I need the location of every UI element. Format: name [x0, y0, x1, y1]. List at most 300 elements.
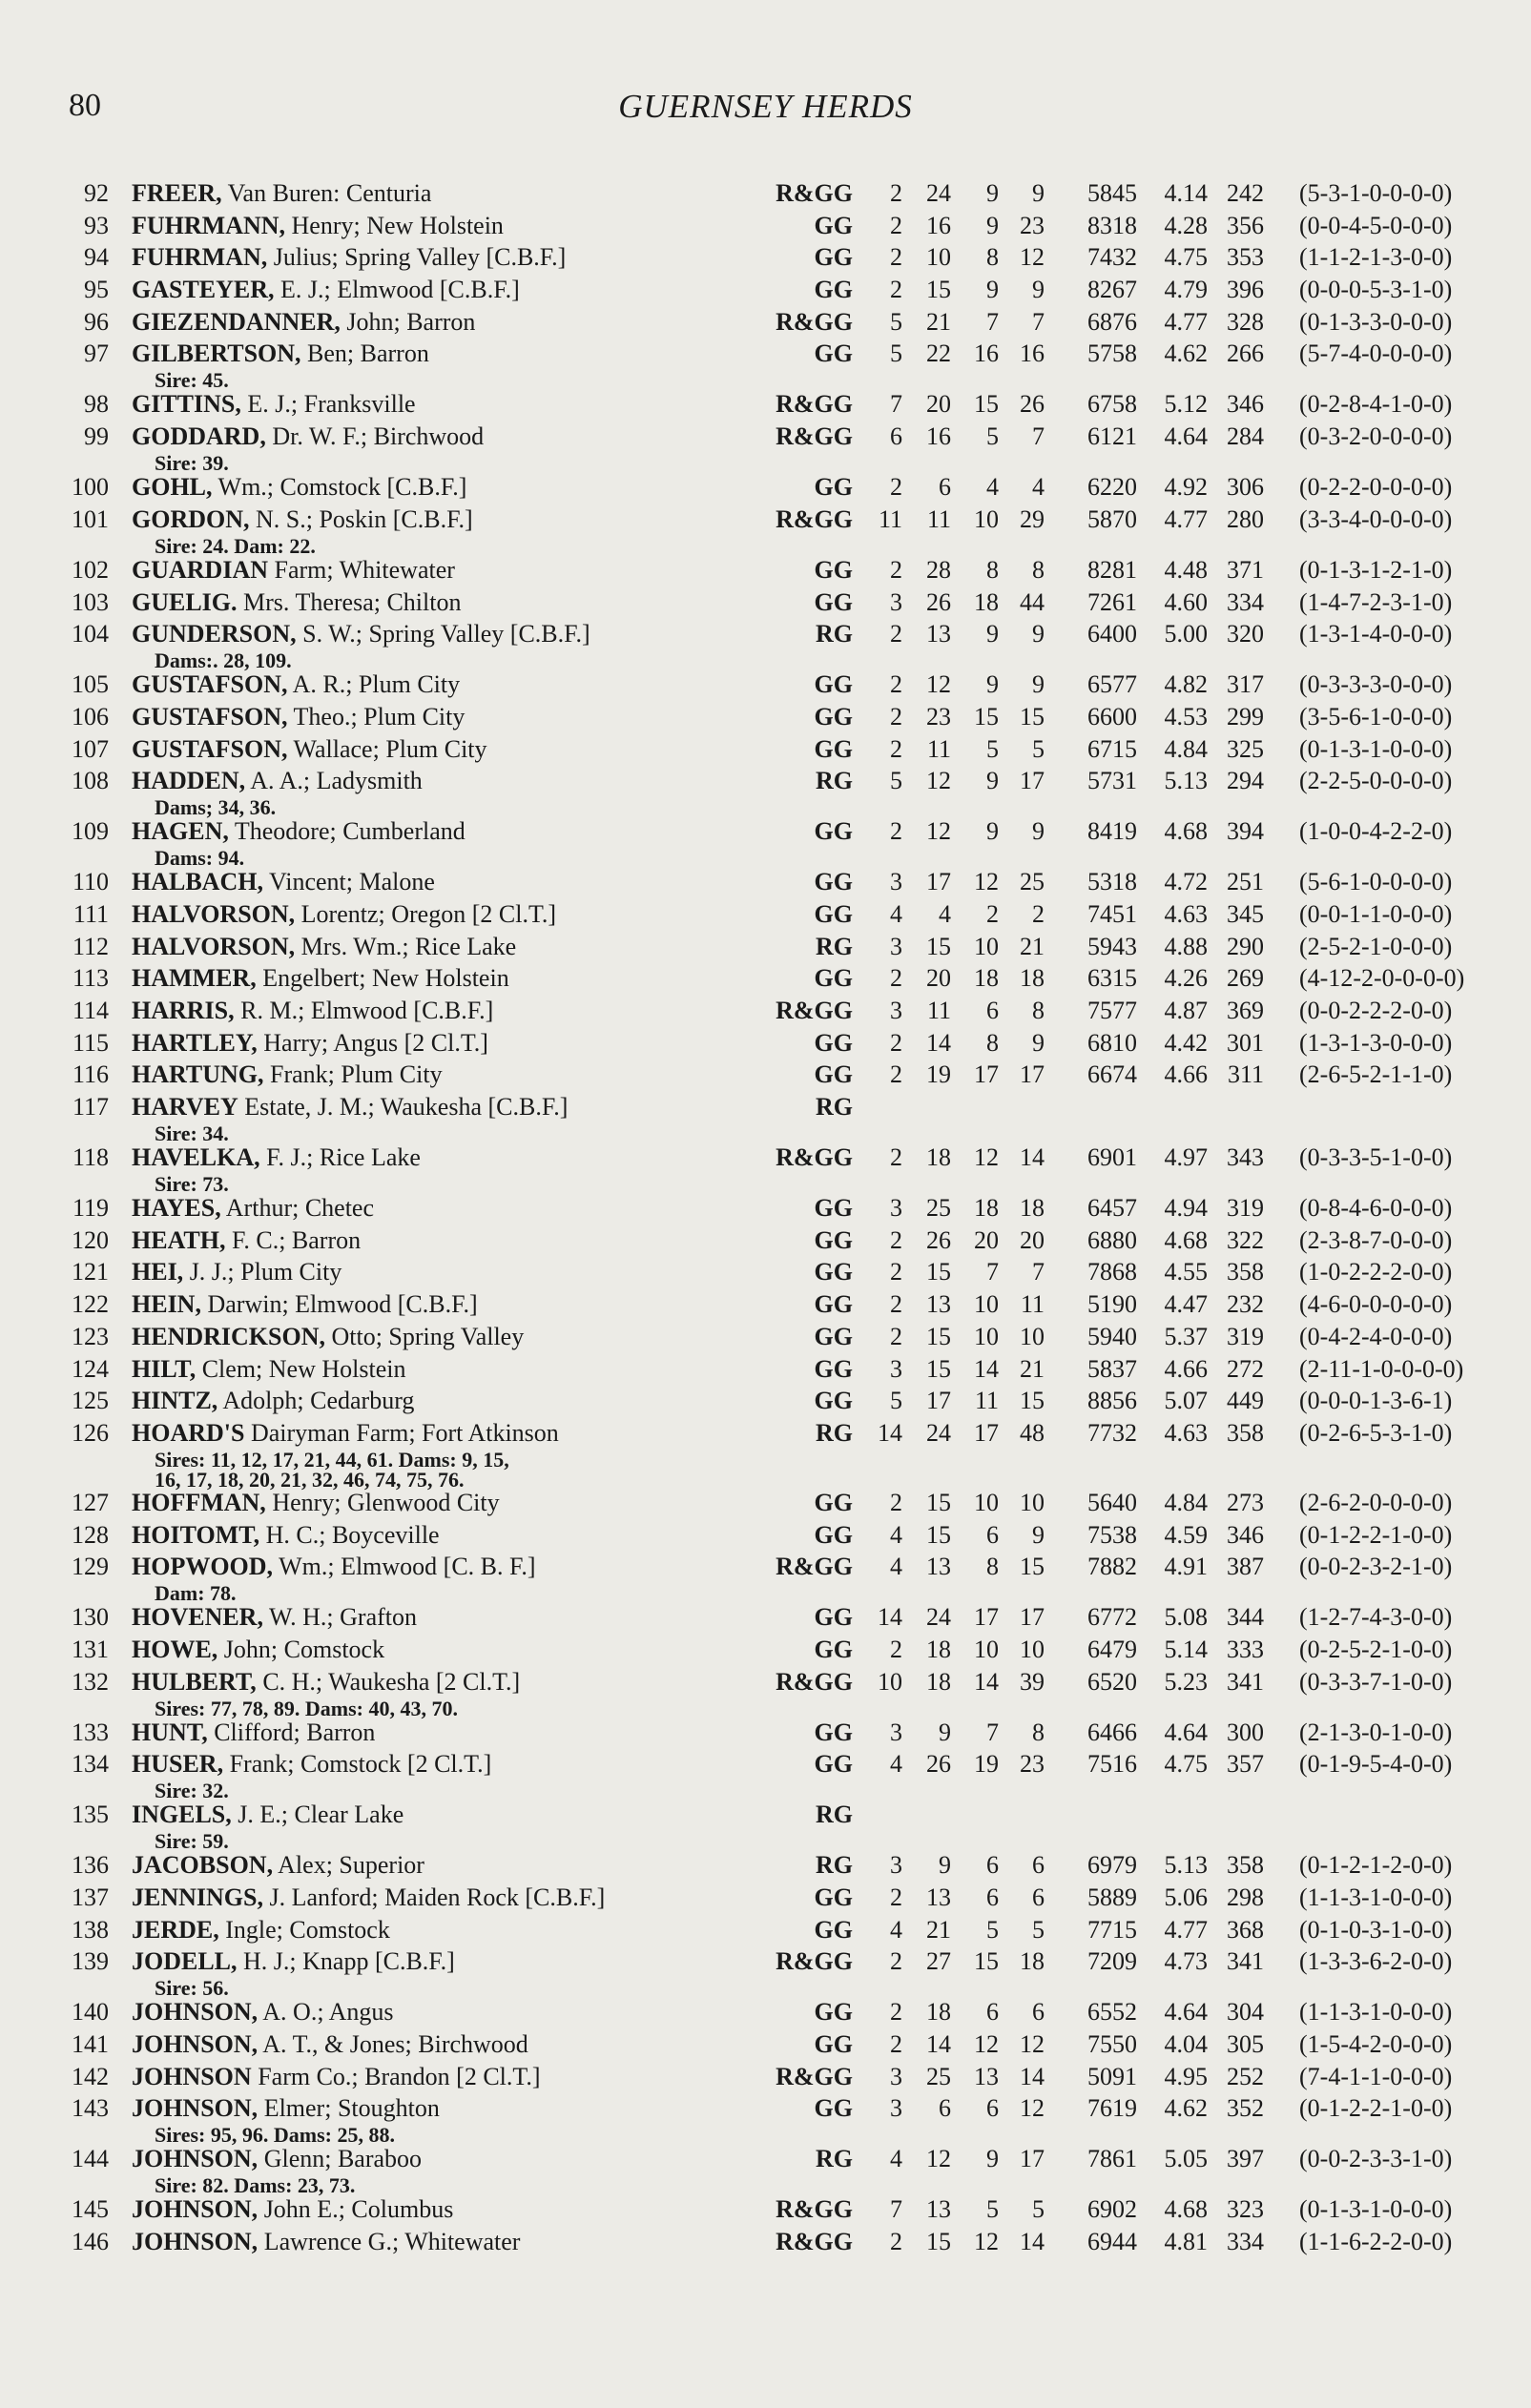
milk-lbs: 7715 — [1087, 1915, 1137, 1944]
herd-entry-line — [0, 735, 1531, 768]
milk-lbs: 5640 — [1087, 1488, 1137, 1516]
records-count: 15 — [1020, 702, 1045, 731]
breeder-surname: HENDRICKSON, — [132, 1322, 325, 1350]
breeder-surname: FUHRMAN, — [132, 243, 268, 272]
herd-entry-line — [0, 2145, 1531, 2177]
breeder-details: A. R.; Plum City — [292, 670, 461, 699]
records-count: 25 — [1020, 868, 1045, 896]
herd-entry — [0, 2030, 1531, 2063]
cows-in-herd: 12 — [926, 2145, 951, 2173]
cows-with-records: 10 — [974, 504, 999, 533]
sire-dam-note: Sire: 73. — [155, 1172, 229, 1197]
breeder-details: Vincent; Malone — [269, 868, 435, 896]
breeder-name — [132, 1998, 394, 2027]
cows-with-records: 13 — [974, 2062, 999, 2090]
milk-lbs: 6220 — [1087, 473, 1137, 502]
registration-class: R&GG — [776, 307, 853, 336]
breeder-details: Theo.; Plum City — [293, 702, 466, 731]
records-count: 9 — [1032, 276, 1045, 304]
fat-percent: 4.75 — [1164, 243, 1208, 272]
fat-lbs: 449 — [1227, 1387, 1264, 1415]
herd-entry — [0, 1719, 1531, 1751]
fat-percent: 4.88 — [1164, 932, 1208, 960]
fat-lbs: 387 — [1227, 1553, 1264, 1581]
breeder-surname: HOFFMAN, — [132, 1488, 266, 1516]
herd-entry — [0, 670, 1531, 703]
years-tested: 2 — [890, 179, 902, 207]
cows-in-herd: 9 — [939, 1851, 951, 1880]
cows-in-herd: 13 — [926, 1553, 951, 1581]
fat-lbs: 325 — [1227, 734, 1264, 763]
cows-with-records: 18 — [974, 1194, 999, 1223]
cows-in-herd: 15 — [926, 1258, 951, 1286]
entry-number: 133 — [72, 1718, 109, 1746]
herd-entry-line — [0, 1719, 1531, 1751]
production-distribution: (0-3-3-3-0-0-0) — [1299, 670, 1453, 699]
fat-lbs: 323 — [1227, 2195, 1264, 2224]
herd-entry-line — [0, 1290, 1531, 1323]
herd-entry — [0, 964, 1531, 997]
fat-lbs: 284 — [1227, 422, 1264, 451]
cows-in-herd: 14 — [926, 1028, 951, 1057]
years-tested: 3 — [890, 868, 902, 896]
herd-entry-line — [0, 997, 1531, 1029]
milk-lbs: 6121 — [1087, 422, 1137, 451]
cows-in-herd: 12 — [926, 767, 951, 795]
breeder-surname: GUELIG. — [132, 587, 238, 616]
records-count: 23 — [1020, 1750, 1045, 1779]
breeder-name — [132, 1060, 443, 1089]
breeder-surname: GUNDERSON, — [132, 620, 297, 648]
cows-in-herd: 15 — [926, 1322, 951, 1350]
breeder-details: Henry; New Holstein — [291, 211, 504, 239]
registration-class: R&GG — [776, 179, 853, 207]
records-count: 8 — [1032, 1718, 1045, 1746]
cows-in-herd: 15 — [926, 276, 951, 304]
milk-lbs: 6758 — [1087, 390, 1137, 419]
records-count: 8 — [1032, 997, 1045, 1024]
herd-entry-line — [0, 868, 1531, 900]
fat-percent: 4.68 — [1164, 2195, 1208, 2224]
production-distribution: (0-2-2-0-0-0-0) — [1299, 473, 1453, 502]
breeder-details: Engelbert; New Holstein — [262, 964, 509, 993]
production-distribution: (0-1-3-1-0-0-0) — [1299, 734, 1453, 763]
cows-with-records: 12 — [974, 1143, 999, 1172]
years-tested: 2 — [890, 1322, 902, 1350]
herd-entry-line — [0, 1750, 1531, 1782]
fat-lbs: 346 — [1227, 1520, 1264, 1549]
registration-class: GG — [814, 702, 853, 731]
entry-number: 112 — [72, 932, 109, 960]
records-count: 6 — [1032, 1851, 1045, 1880]
years-tested: 3 — [890, 997, 902, 1024]
fat-percent: 4.94 — [1164, 1194, 1208, 1223]
breeder-name — [132, 422, 484, 451]
records-count: 10 — [1020, 1322, 1045, 1350]
breeder-name — [132, 1489, 500, 1517]
milk-lbs: 6810 — [1087, 1028, 1137, 1057]
breeder-surname: GUSTAFSON, — [132, 702, 288, 731]
production-distribution: (0-1-2-2-1-0-0) — [1299, 1520, 1453, 1549]
fat-percent: 4.55 — [1164, 1258, 1208, 1286]
breeder-details: Dairyman Farm; Fort Atkinson — [250, 1418, 559, 1447]
records-count: 18 — [1020, 964, 1045, 993]
records-count: 8 — [1032, 555, 1045, 584]
breeder-name — [132, 1947, 455, 1976]
herd-entry-line — [0, 1093, 1531, 1125]
fat-lbs: 319 — [1227, 1194, 1264, 1223]
entry-number: 138 — [72, 1915, 109, 1944]
registration-class: R&GG — [776, 2062, 853, 2090]
sire-dam-note: Dams; 34, 36. — [155, 795, 277, 820]
fat-percent: 5.13 — [1164, 767, 1208, 795]
breeder-details: Wallace; Plum City — [293, 734, 487, 763]
herd-entry-line — [0, 505, 1531, 538]
cows-with-records: 12 — [974, 2228, 999, 2256]
milk-lbs: 5940 — [1087, 1322, 1137, 1350]
sire-dam-note: Sire: 56. — [155, 1976, 229, 2001]
production-distribution: (1-3-3-6-2-0-0) — [1299, 1947, 1453, 1976]
breeder-surname: GOHL, — [132, 473, 213, 502]
herd-entry — [0, 1801, 1531, 1854]
registration-class: R&GG — [776, 2195, 853, 2224]
records-count: 10 — [1020, 1488, 1045, 1516]
herd-entry-line — [0, 243, 1531, 276]
years-tested: 3 — [890, 1354, 902, 1383]
milk-lbs: 7619 — [1087, 2094, 1137, 2123]
breeder-surname: JOHNSON, — [132, 2094, 259, 2123]
production-distribution: (0-1-3-1-2-1-0) — [1299, 555, 1453, 584]
registration-class: GG — [814, 1635, 853, 1663]
herd-entry-line — [0, 340, 1531, 372]
milk-lbs: 6715 — [1087, 734, 1137, 763]
registration-class: GG — [814, 1883, 853, 1911]
breeder-surname: HALVORSON, — [132, 899, 296, 928]
registration-class: RG — [816, 1851, 853, 1880]
cows-in-herd: 27 — [926, 1947, 951, 1976]
entry-number: 107 — [72, 734, 109, 763]
breeder-surname: GASTEYER, — [132, 276, 275, 304]
breeder-surname: GIEZENDANNER, — [132, 307, 341, 336]
production-distribution: (0-0-4-5-0-0-0) — [1299, 211, 1453, 239]
fat-lbs: 356 — [1227, 211, 1264, 239]
cows-in-herd: 26 — [926, 1750, 951, 1779]
years-tested: 2 — [890, 1258, 902, 1286]
entry-number: 97 — [84, 340, 109, 368]
herd-entry — [0, 1521, 1531, 1554]
records-count: 9 — [1032, 620, 1045, 648]
records-count: 4 — [1032, 473, 1045, 502]
entry-number: 141 — [72, 2030, 109, 2059]
herd-entry-line — [0, 900, 1531, 933]
breeder-details: H. C.; Boyceville — [265, 1520, 440, 1549]
herd-entry — [0, 620, 1531, 673]
cows-in-herd: 26 — [926, 587, 951, 616]
production-distribution: (0-1-2-1-2-0-0) — [1299, 1851, 1453, 1880]
cows-with-records: 14 — [974, 1667, 999, 1696]
cows-in-herd: 11 — [926, 504, 951, 533]
fat-lbs: 346 — [1227, 390, 1264, 419]
fat-percent: 4.66 — [1164, 1354, 1208, 1383]
herd-entry-line — [0, 670, 1531, 703]
milk-lbs: 7550 — [1087, 2030, 1137, 2059]
herd-entry — [0, 703, 1531, 735]
herd-entry — [0, 2063, 1531, 2095]
herd-entry — [0, 2195, 1531, 2228]
breeder-details: S. W.; Spring Valley [C.B.F.] — [302, 620, 590, 648]
milk-lbs: 6457 — [1087, 1194, 1137, 1223]
registration-class: GG — [814, 1387, 853, 1415]
fat-percent: 4.97 — [1164, 1143, 1208, 1172]
herd-entry — [0, 933, 1531, 965]
milk-lbs: 5091 — [1087, 2062, 1137, 2090]
breeder-details: C. H.; Waukesha [2 Cl.T.] — [262, 1667, 521, 1696]
records-count: 21 — [1020, 932, 1045, 960]
herd-entry-line — [0, 1998, 1531, 2030]
breeder-name — [132, 243, 566, 272]
records-count: 21 — [1020, 1354, 1045, 1383]
entry-number: 128 — [72, 1520, 109, 1549]
cows-with-records: 9 — [986, 179, 999, 207]
production-distribution: (1-4-7-2-3-1-0) — [1299, 587, 1453, 616]
breeder-name — [132, 1290, 478, 1319]
years-tested: 2 — [890, 1290, 902, 1319]
breeder-surname: HAGEN, — [132, 817, 229, 846]
fat-lbs: 305 — [1227, 2030, 1264, 2059]
breeder-surname: GILBERTSON, — [132, 340, 301, 368]
fat-lbs: 328 — [1227, 307, 1264, 336]
registration-class: R&GG — [776, 1947, 853, 1976]
production-distribution: (0-1-2-2-1-0-0) — [1299, 2094, 1453, 2123]
production-distribution: (0-0-2-2-2-0-0) — [1299, 997, 1453, 1024]
fat-lbs: 269 — [1227, 964, 1264, 993]
breeder-surname: HULBERT, — [132, 1667, 257, 1696]
registration-class: GG — [814, 1998, 853, 2027]
records-count: 6 — [1032, 1883, 1045, 1911]
milk-lbs: 7209 — [1087, 1947, 1137, 1976]
entry-number: 111 — [72, 899, 109, 928]
breeder-name — [132, 670, 460, 699]
herd-entry — [0, 473, 1531, 505]
records-count: 11 — [1020, 1290, 1045, 1319]
breeder-surname: HUNT, — [132, 1718, 208, 1746]
cows-in-herd: 14 — [926, 2030, 951, 2059]
years-tested: 7 — [890, 2195, 902, 2224]
production-distribution: (2-2-5-0-0-0-0) — [1299, 767, 1453, 795]
entry-number: 135 — [72, 1801, 109, 1829]
cows-with-records: 7 — [986, 307, 999, 336]
breeder-surname: HOARD'S — [132, 1418, 245, 1447]
fat-lbs: 306 — [1227, 473, 1264, 502]
herd-entry-line — [0, 703, 1531, 735]
sire-dam-note-continued: 16, 17, 18, 20, 21, 32, 46, 74, 75, 76. — [155, 1467, 465, 1492]
milk-lbs: 5943 — [1087, 932, 1137, 960]
breeder-details: F. J.; Rice Lake — [266, 1143, 421, 1172]
herd-entry-line — [0, 588, 1531, 621]
herd-entry-line — [0, 1355, 1531, 1388]
fat-percent: 5.06 — [1164, 1883, 1208, 1911]
registration-class: GG — [814, 1603, 853, 1632]
fat-percent: 5.08 — [1164, 1603, 1208, 1632]
registration-class: GG — [814, 587, 853, 616]
production-distribution: (0-1-9-5-4-0-0) — [1299, 1750, 1453, 1779]
fat-percent: 5.07 — [1164, 1387, 1208, 1415]
breeder-surname: HAYES, — [132, 1194, 221, 1223]
herd-entry-line — [0, 1801, 1531, 1833]
milk-lbs: 7861 — [1087, 2145, 1137, 2173]
entry-number: 139 — [72, 1947, 109, 1976]
page-title: GUERNSEY HERDS — [618, 88, 913, 125]
production-distribution: (1-1-3-1-0-0-0) — [1299, 1883, 1453, 1911]
cows-with-records: 12 — [974, 2030, 999, 2059]
production-distribution: (1-2-7-4-3-0-0) — [1299, 1603, 1453, 1632]
milk-lbs: 5731 — [1087, 767, 1137, 795]
fat-lbs: 369 — [1227, 997, 1264, 1024]
breeder-details: Otto; Spring Valley — [331, 1322, 525, 1350]
breeder-details: Lawrence G.; Whitewater — [263, 2228, 521, 2256]
records-count: 17 — [1020, 1603, 1045, 1632]
milk-lbs: 6901 — [1087, 1143, 1137, 1172]
herd-entry-line — [0, 1060, 1531, 1093]
fat-percent: 4.87 — [1164, 997, 1208, 1024]
cows-with-records: 5 — [986, 2195, 999, 2224]
cows-with-records: 17 — [974, 1060, 999, 1089]
production-distribution: (1-1-3-1-0-0-0) — [1299, 1998, 1453, 2027]
herd-entry — [0, 505, 1531, 556]
years-tested: 4 — [890, 2145, 902, 2173]
fat-percent: 5.23 — [1164, 1667, 1208, 1696]
registration-class: GG — [814, 1354, 853, 1383]
entry-number: 142 — [72, 2062, 109, 2090]
herd-list — [0, 179, 1531, 2260]
breeder-details: Julius; Spring Valley [C.B.F.] — [273, 243, 567, 272]
fat-lbs: 345 — [1227, 899, 1264, 928]
herd-entry-line — [0, 1029, 1531, 1061]
milk-lbs: 8419 — [1087, 817, 1137, 846]
breeder-name — [132, 556, 455, 585]
fat-percent: 4.73 — [1164, 1947, 1208, 1976]
herd-entry — [0, 767, 1531, 820]
records-count: 6 — [1032, 1998, 1045, 2027]
breeder-name — [132, 900, 556, 929]
milk-lbs: 6479 — [1087, 1635, 1137, 1663]
registration-class: GG — [814, 1225, 853, 1254]
entry-number: 103 — [72, 587, 109, 616]
breeder-name — [132, 1029, 488, 1058]
records-count: 16 — [1020, 340, 1045, 368]
cows-in-herd: 6 — [939, 473, 951, 502]
fat-percent: 4.62 — [1164, 340, 1208, 368]
herd-entry — [0, 422, 1531, 476]
production-distribution: (1-3-1-4-0-0-0) — [1299, 620, 1453, 648]
fat-lbs: 294 — [1227, 767, 1264, 795]
fat-percent: 4.47 — [1164, 1290, 1208, 1319]
years-tested: 2 — [890, 473, 902, 502]
sire-dam-note: Sire: 24. Dam: 22. — [155, 533, 316, 558]
breeder-details: Darwin; Elmwood [C.B.F.] — [207, 1290, 478, 1319]
registration-class: GG — [814, 276, 853, 304]
milk-lbs: 5889 — [1087, 1883, 1137, 1911]
fat-percent: 4.82 — [1164, 670, 1208, 699]
breeder-details: Farm Co.; Brandon [2 Cl.T.] — [258, 2062, 541, 2090]
production-distribution: (0-4-2-4-0-0-0) — [1299, 1322, 1453, 1350]
breeder-surname: GUSTAFSON, — [132, 734, 288, 763]
fat-lbs: 319 — [1227, 1322, 1264, 1350]
fat-percent: 4.77 — [1164, 1915, 1208, 1944]
breeder-name — [132, 2030, 528, 2059]
registration-class: GG — [814, 1194, 853, 1223]
breeder-details: A. T., & Jones; Birchwood — [262, 2030, 528, 2059]
entry-number: 123 — [72, 1322, 109, 1350]
fat-lbs: 301 — [1227, 1028, 1264, 1057]
years-tested: 11 — [878, 504, 902, 533]
registration-class: RG — [816, 1093, 853, 1122]
registration-class: RG — [816, 1801, 853, 1829]
breeder-surname: HOWE, — [132, 1635, 218, 1663]
herd-entry-line — [0, 2063, 1531, 2095]
cows-with-records: 17 — [974, 1603, 999, 1632]
registration-class: GG — [814, 964, 853, 993]
records-count: 12 — [1020, 2094, 1045, 2123]
milk-lbs: 7577 — [1087, 997, 1137, 1024]
herd-entry-line — [0, 422, 1531, 455]
breeder-details: Alex; Superior — [278, 1851, 424, 1880]
fat-lbs: 290 — [1227, 932, 1264, 960]
herd-entry — [0, 817, 1531, 871]
fat-lbs: 344 — [1227, 1603, 1264, 1632]
entry-number: 99 — [84, 422, 109, 451]
herd-entry-line — [0, 390, 1531, 422]
herd-entry-line — [0, 1258, 1531, 1290]
production-distribution: (5-3-1-0-0-0-0) — [1299, 179, 1453, 207]
registration-class: R&GG — [776, 390, 853, 419]
registration-class: GG — [814, 340, 853, 368]
entry-number: 110 — [72, 868, 109, 896]
registration-class: GG — [814, 1520, 853, 1549]
milk-lbs: 6315 — [1087, 964, 1137, 993]
cows-with-records: 6 — [986, 2094, 999, 2123]
herd-entry — [0, 1029, 1531, 1061]
breeder-name — [132, 1750, 491, 1779]
records-count: 18 — [1020, 1947, 1045, 1976]
records-count: 7 — [1032, 307, 1045, 336]
fat-percent: 4.28 — [1164, 211, 1208, 239]
milk-lbs: 6979 — [1087, 1851, 1137, 1880]
fat-percent: 4.79 — [1164, 276, 1208, 304]
cows-with-records: 18 — [974, 964, 999, 993]
registration-class: RG — [816, 2145, 853, 2173]
entry-number: 127 — [72, 1488, 109, 1516]
cows-with-records: 8 — [986, 1553, 999, 1581]
fat-lbs: 352 — [1227, 2094, 1264, 2123]
milk-lbs: 8281 — [1087, 555, 1137, 584]
production-distribution: (0-0-0-1-3-6-1) — [1299, 1387, 1453, 1415]
entry-number: 101 — [72, 504, 109, 533]
breeder-name — [132, 1258, 341, 1286]
registration-class: R&GG — [776, 1143, 853, 1172]
cows-in-herd: 10 — [926, 243, 951, 272]
breeder-surname: HOPWOOD, — [132, 1553, 274, 1581]
breeder-surname: HUSER, — [132, 1750, 224, 1779]
milk-lbs: 7432 — [1087, 243, 1137, 272]
breeder-details: Frank; Comstock [2 Cl.T.] — [229, 1750, 492, 1779]
production-distribution: (1-1-6-2-2-0-0) — [1299, 2228, 1453, 2256]
production-distribution: (3-5-6-1-0-0-0) — [1299, 702, 1453, 731]
fat-percent: 4.48 — [1164, 555, 1208, 584]
cows-in-herd: 20 — [926, 964, 951, 993]
milk-lbs: 7538 — [1087, 1520, 1137, 1549]
years-tested: 3 — [890, 1718, 902, 1746]
